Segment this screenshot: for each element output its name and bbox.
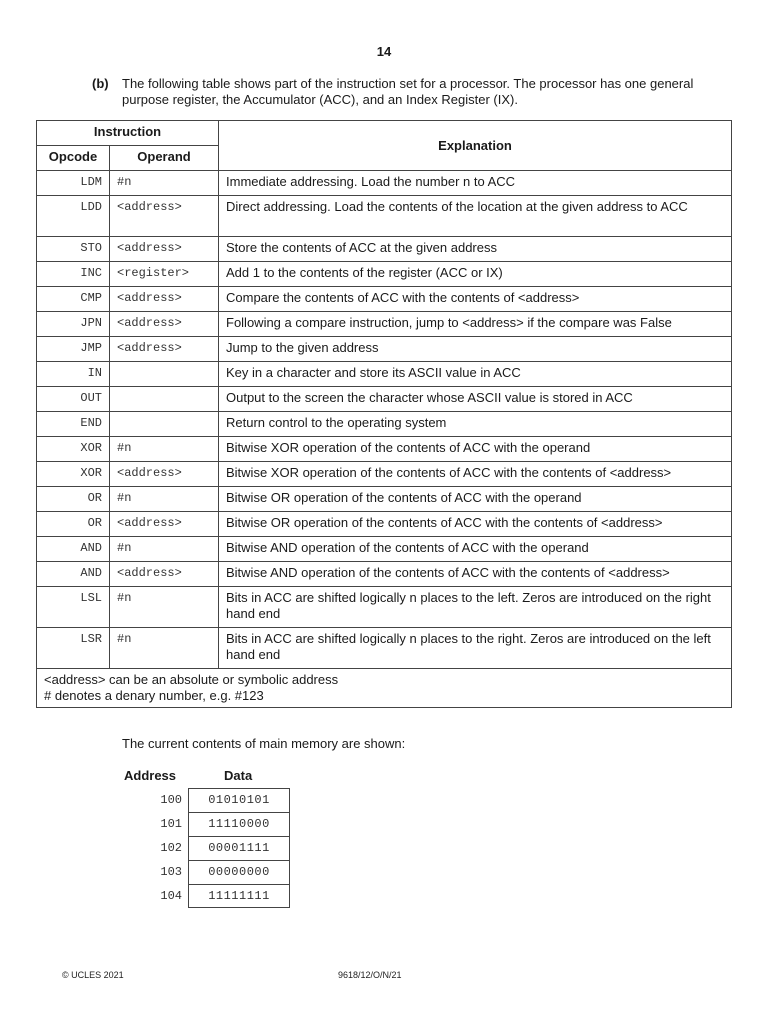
explanation-cell: Bitwise OR operation of the contents of ACC with the contents of <address>	[219, 512, 732, 537]
explanation-cell: Bitwise OR operation of the contents of ACC with the operand	[219, 487, 732, 512]
operand-cell: <address>	[110, 312, 219, 337]
opcode-cell: JMP	[37, 337, 110, 362]
operand-cell: #n	[110, 628, 219, 669]
table-row	[37, 487, 732, 512]
memory-row	[0, 860, 768, 884]
explanation-cell: Key in a character and store its ASCII value in ACC	[219, 362, 732, 387]
operand-cell: #n	[110, 487, 219, 512]
memory-address: 103	[160, 865, 182, 879]
opcode-cell: LSL	[37, 587, 110, 628]
explanation-cell: Bitwise AND operation of the contents of ACC with the operand	[219, 537, 732, 562]
data-header: Data	[224, 768, 253, 783]
explanation-cell: Store the contents of ACC at the given address	[219, 237, 732, 262]
explanation-cell: Compare the contents of ACC with the contents of <address>	[219, 287, 732, 312]
table-row	[37, 462, 732, 487]
opcode-cell: END	[37, 412, 110, 437]
explanation-cell: Add 1 to the contents of the register (ACC or IX)	[219, 262, 732, 287]
operand-cell	[110, 362, 219, 387]
table-row	[37, 387, 732, 412]
memory-data-cell: 01010101	[188, 788, 290, 812]
footer-code: 9618/12/O/N/21	[338, 970, 402, 980]
explanation-cell: Immediate addressing. Load the number n to ACC	[219, 171, 732, 196]
table-row	[37, 537, 732, 562]
operand-cell: <address>	[110, 287, 219, 312]
opcode-cell: XOR	[37, 437, 110, 462]
table-notes	[37, 669, 732, 708]
operand-cell: #n	[110, 537, 219, 562]
question-b	[92, 76, 732, 108]
operand-cell: #n	[110, 437, 219, 462]
explanation-cell: Output to the screen the character whose ASCII value is stored in ACC	[219, 387, 732, 412]
table-row	[37, 362, 732, 387]
operand-cell: #n	[110, 171, 219, 196]
footer-copyright: © UCLES 2021	[62, 970, 124, 980]
opcode-cell: OUT	[37, 387, 110, 412]
table-row	[37, 512, 732, 537]
operand-cell: <address>	[110, 512, 219, 537]
opcode-cell: LDM	[37, 171, 110, 196]
operand-cell: <address>	[110, 237, 219, 262]
table-row	[37, 237, 732, 262]
operand-cell: <address>	[110, 337, 219, 362]
operand-cell	[110, 387, 219, 412]
explanation-cell: Bitwise AND operation of the contents of ACC with the contents of <address>	[219, 562, 732, 587]
table-row	[37, 171, 732, 196]
operand-cell: <address>	[110, 196, 219, 237]
operand-header: Operand	[110, 146, 219, 171]
table-row	[37, 437, 732, 462]
explanation-cell: Bitwise XOR operation of the contents of ACC with the operand	[219, 437, 732, 462]
table-row	[37, 287, 732, 312]
opcode-cell: JPN	[37, 312, 110, 337]
page-number: 14	[376, 44, 392, 59]
opcode-cell: AND	[37, 537, 110, 562]
operand-cell: <address>	[110, 562, 219, 587]
table-row	[37, 262, 732, 287]
opcode-cell: IN	[37, 362, 110, 387]
explanation-header: Explanation	[219, 121, 732, 171]
address-header: Address	[124, 768, 177, 783]
instruction-header: Instruction	[37, 121, 219, 146]
memory-address: 104	[160, 889, 182, 903]
instruction-set-table	[36, 120, 732, 708]
memory-intro: The current contents of main memory are shown:	[122, 736, 406, 751]
note-address: <address> can be an absolute or symbolic address	[44, 672, 339, 687]
opcode-cell: INC	[37, 262, 110, 287]
table-row	[37, 312, 732, 337]
operand-cell: <register>	[110, 262, 219, 287]
explanation-cell: Jump to the given address	[219, 337, 732, 362]
memory-address: 101	[160, 817, 182, 831]
memory-address: 102	[160, 841, 182, 855]
memory-data-cell: 00000000	[188, 860, 290, 884]
opcode-cell: STO	[37, 237, 110, 262]
question-text: The following table shows part of the instruction set for a processor. The processor has one general purpose register, the Accumulator (ACC), and an Index Register (IX).	[122, 76, 694, 107]
opcode-header: Opcode	[37, 146, 110, 171]
opcode-cell: OR	[37, 512, 110, 537]
operand-cell: #n	[110, 587, 219, 628]
opcode-cell: OR	[37, 487, 110, 512]
explanation-cell: Direct addressing. Load the contents of the location at the given address to ACC	[219, 196, 732, 237]
table-row	[37, 412, 732, 437]
table-row	[37, 587, 732, 628]
memory-address: 100	[160, 793, 182, 807]
operand-cell	[110, 412, 219, 437]
opcode-cell: XOR	[37, 462, 110, 487]
explanation-cell: Bits in ACC are shifted logically n places to the right. Zeros are introduced on the left hand end	[219, 628, 732, 669]
table-row	[37, 562, 732, 587]
memory-row	[0, 788, 768, 812]
explanation-cell: Following a compare instruction, jump to <address> if the compare was False	[219, 312, 732, 337]
memory-data-cell: 00001111	[188, 836, 290, 860]
instruction-table-body	[37, 171, 732, 669]
explanation-cell: Bits in ACC are shifted logically n places to the left. Zeros are introduced on the right hand end	[219, 587, 732, 628]
memory-row	[0, 836, 768, 860]
opcode-cell: CMP	[37, 287, 110, 312]
table-row	[37, 337, 732, 362]
memory-data-cell: 11110000	[188, 812, 290, 836]
memory-row	[0, 812, 768, 836]
operand-cell: <address>	[110, 462, 219, 487]
memory-data-cell: 11111111	[188, 884, 290, 908]
explanation-cell: Return control to the operating system	[219, 412, 732, 437]
explanation-cell: Bitwise XOR operation of the contents of ACC with the contents of <address>	[219, 462, 732, 487]
question-part-label: (b)	[92, 76, 109, 91]
memory-row	[0, 884, 768, 908]
table-row	[37, 628, 732, 669]
note-denary: # denotes a denary number, e.g. #123	[44, 688, 264, 703]
opcode-cell: LDD	[37, 196, 110, 237]
opcode-cell: AND	[37, 562, 110, 587]
table-row	[37, 196, 732, 237]
opcode-cell: LSR	[37, 628, 110, 669]
